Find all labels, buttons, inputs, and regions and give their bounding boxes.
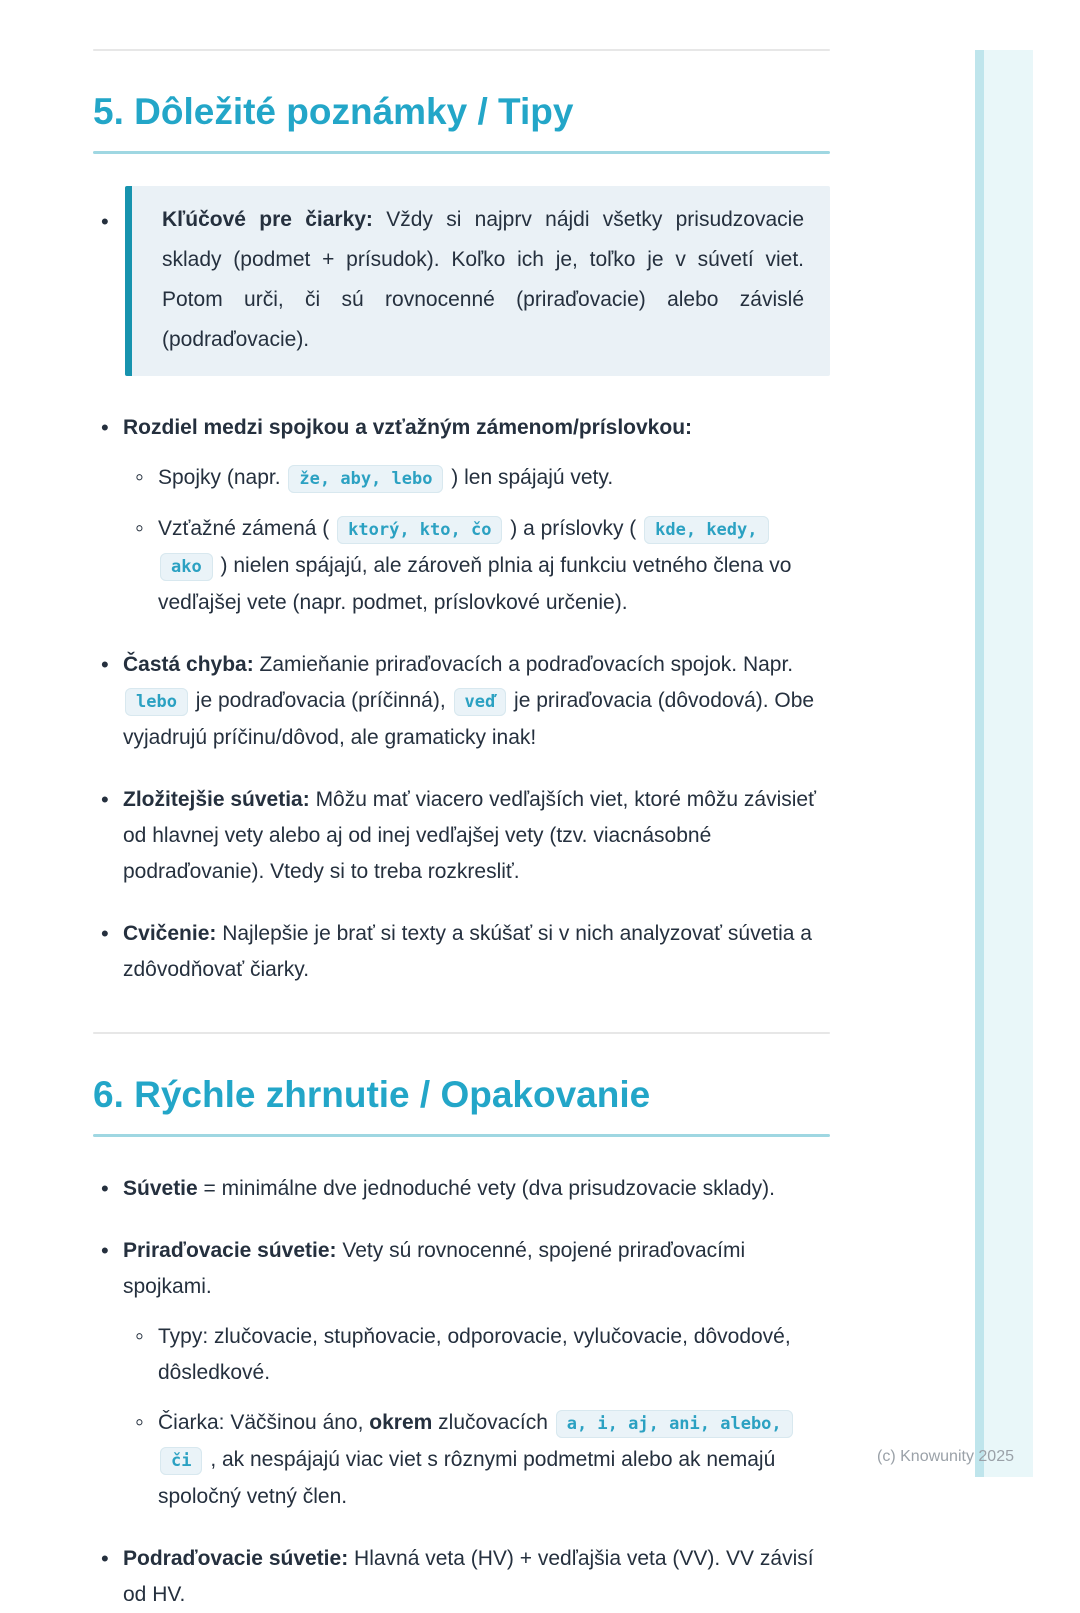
text-run: = minimálne dve jednoduché vety (dva prisudzovacie sklady). <box>197 1177 775 1200</box>
bullet-item <box>93 410 830 446</box>
section-6-list <box>93 1171 830 1613</box>
inline-code-chip: kde, kedy, <box>644 516 768 544</box>
text-run: Typy: zlučovacie, stupňovacie, odporovacie, vylučovacie, dôvodové, dôsledkové. <box>158 1325 791 1384</box>
inline-code-chip: veď <box>454 688 507 716</box>
bullet-item <box>93 647 830 756</box>
copyright-footer: (c) Knowunity 2025 <box>877 1448 1014 1465</box>
section-5-heading: 5. Dôležité poznámky / Tipy <box>93 91 574 132</box>
text-run: Vždy si najprv nájdi všetky prisudzovacie sklady (podmet + prísudok). Koľko ich je, toľko je v súvetí viet. Potom urči, či sú rovnocenné (priraďovacie) alebo závislé (podraďovacie). <box>162 208 805 351</box>
bold-text: Kľúčové pre čiarky: <box>162 208 373 231</box>
text-run: Vety sú rovnocenné, spojené priraďovacími spojkami. <box>123 1239 746 1298</box>
text-run: Môžu mať viacero vedľajších viet, ktoré môžu závisieť od hlavnej vety alebo aj od inej vedľajšej vety (tzv. viacnásobné podraďovanie). Vtedy si to treba rozkresliť. <box>123 788 816 883</box>
callout-box <box>125 186 830 376</box>
bold-text: Cvičenie: <box>123 922 217 945</box>
text-run: Hlavná veta (HV) + vedľajšia veta (VV). VV závisí od HV. <box>123 1547 814 1606</box>
divider <box>93 49 830 51</box>
section-5-list <box>93 410 830 988</box>
text-run: Spojky (napr. <box>158 466 287 489</box>
sub-bullet-item <box>93 1405 830 1515</box>
bold-text: Rozdiel medzi spojkou a vzťažným zámenom/príslovkou: <box>123 416 693 439</box>
bullet-item <box>93 1171 830 1207</box>
bold-text: Priraďovacie súvetie: <box>123 1239 337 1262</box>
inline-code-chip: ako <box>160 553 213 581</box>
text-run: Zamieňanie priraďovacích a podraďovacích spojok. Napr. <box>253 653 794 676</box>
callout-item <box>93 186 830 376</box>
bullet-item <box>93 1233 830 1305</box>
inline-code-chip: a, i, aj, ani, alebo, <box>556 1410 793 1438</box>
text-run: , ak nespájajú viac viet s rôznymi podmetmi alebo ak nemajú spoločný vetný člen. <box>158 1448 776 1508</box>
inline-code-chip: či <box>160 1447 202 1475</box>
bullet-item <box>93 782 830 890</box>
text-run: Najlepšie je brať si texty a skúšať si v nich analyzovať súvetia a zdôvodňovať čiarky. <box>123 922 812 981</box>
section-6-underline <box>93 1134 830 1137</box>
bold-text: Častá chyba: <box>123 653 254 676</box>
sub-bullet-item <box>93 460 830 497</box>
section-6-heading: 6. Rýchle zhrnutie / Opakovanie <box>93 1074 651 1115</box>
bold-text: Súvetie <box>123 1177 198 1200</box>
page-edge-decoration <box>975 50 1033 1477</box>
inline-code-chip: ktorý, kto, čo <box>337 516 502 544</box>
inline-code-chip: lebo <box>125 688 188 716</box>
inline-code-chip: že, aby, lebo <box>288 465 443 493</box>
notes-content <box>93 0 830 1613</box>
bullet-item <box>93 916 830 988</box>
text-run: ) len spájajú vety. <box>445 466 614 489</box>
text-run: je priraďovacia (dôvodová). Obe vyjadrujú príčinu/dôvod, ale gramaticky inak! <box>123 689 815 749</box>
bullet-item <box>93 1541 830 1613</box>
text-run: ) a príslovky ( <box>504 517 643 540</box>
text-run: Vzťažné zámená ( <box>158 517 336 540</box>
sub-bullet-item <box>93 511 830 621</box>
bold-text: Zložitejšie súvetia: <box>123 788 310 811</box>
text-run: zlučovacích <box>432 1411 554 1434</box>
text-run: je podraďovacia (príčinná), <box>189 689 452 712</box>
text-run: ) nielen spájajú, ale zároveň plnia aj funkciu vetného člena vo vedľajšej vete (napr. podmet, príslovkové určenie). <box>158 554 792 614</box>
text-run: Čiarka: Väčšinou áno, <box>158 1411 370 1434</box>
bold-text: okrem <box>369 1411 433 1434</box>
divider <box>93 1032 830 1034</box>
bold-text: Podraďovacie súvetie: <box>123 1547 349 1570</box>
section-5-underline <box>93 151 830 154</box>
sub-bullet-item <box>93 1319 830 1391</box>
